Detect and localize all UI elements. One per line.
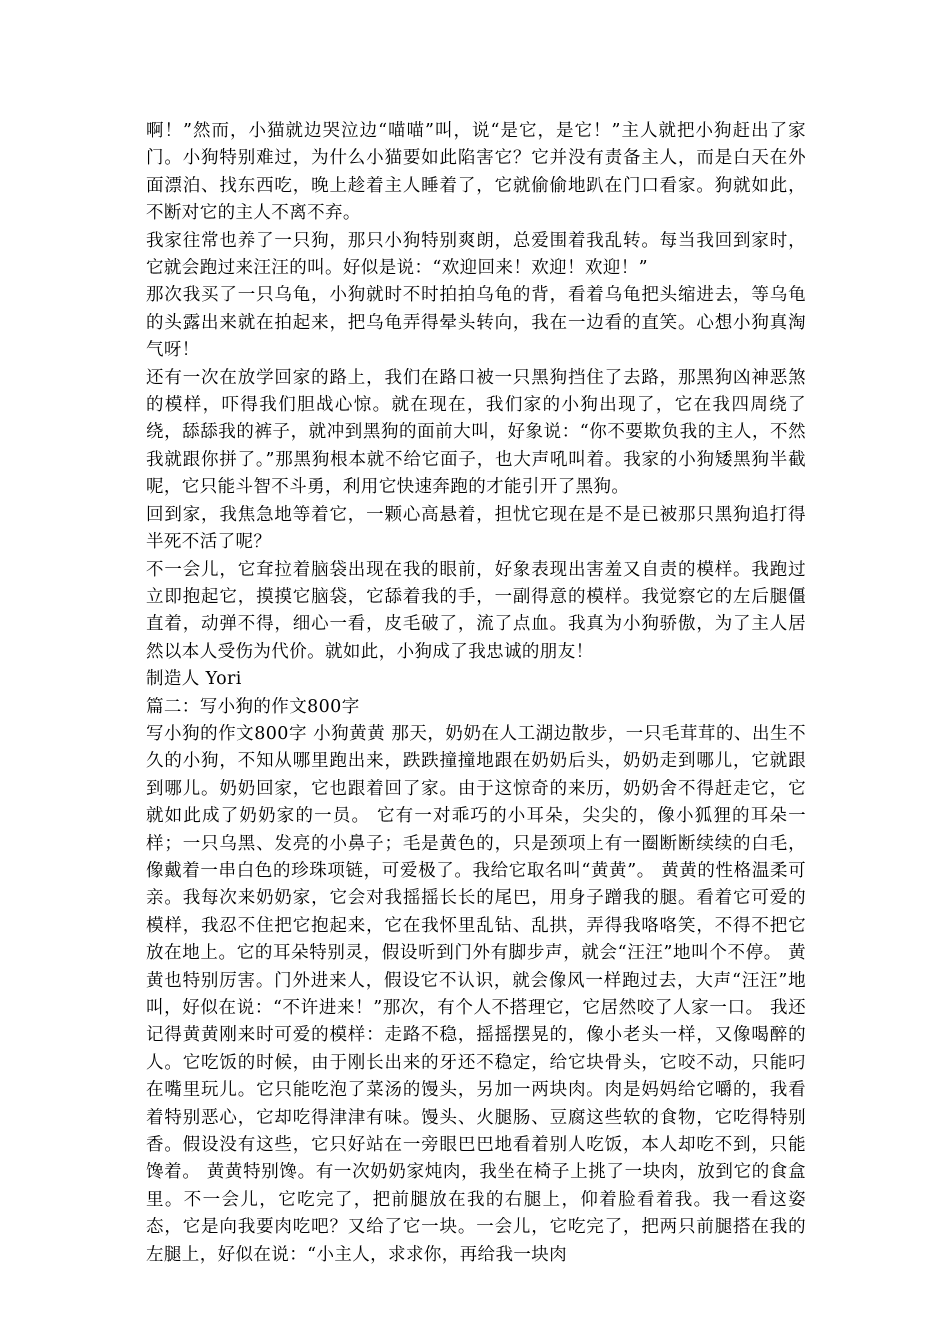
paragraph-my-dog: 我家往常也养了一只狗，那只小狗特别爽朗，总爱围着我乱转。每当我回到家时，它就会跑过来汪汪的叫。好似是说：“欢迎回来！欢迎！欢迎！” <box>146 230 806 279</box>
section-heading: 篇二：写小狗的作文800字 <box>146 696 360 717</box>
document-page <box>146 118 806 1269</box>
author-line: 制造人 Yori <box>146 669 242 690</box>
paragraph-turtle: 那次我买了一只乌龟，小狗就时不时拍拍乌龟的背，看着乌龟把头缩进去，等乌龟的头露出来就在拍起来，把乌龟弄得晕头转向，我在一边看的直笑。心想小狗真淘气呀！ <box>146 285 806 361</box>
paragraph-dog-returns: 不一会儿，它耷拉着脑袋出现在我的眼前，好象表现出害羞又自责的模样。我跑过立即抱起它，摸摸它脑袋，它舔着我的手，一副得意的模样。我觉察它的左后腿僵直着，动弹不得，细心一看，皮毛破了，流了点血。我真为小狗骄傲，为了主人居然以本人受伤为代价。就如此，小狗成了我忠诚的朋友！ <box>146 559 806 662</box>
paragraph-black-dog: 还有一次在放学回家的路上，我们在路口被一只黑狗挡住了去路，那黑狗凶神恶煞的模样，吓得我们胆战心惊。就在现在，我们家的小狗出现了，它在我四周绕了绕，舔舔我的裤子，就冲到黑狗的面前大叫，好象说：“你不要欺负我的主人，不然我就跟你拼了。”那黑狗根本就不给它面子，也大声吼叫着。我家的小狗矮黑狗半截呢，它只能斗智不斗勇，利用它快速奔跑的才能引开了黑狗。 <box>146 367 806 498</box>
paragraph-waiting-home: 回到家，我焦急地等着它，一颗心高悬着，担忧它现在是不是已被那只黑狗追打得半死不活了呢？ <box>146 504 806 553</box>
paragraph-huanghuang: 写小狗的作文800字 小狗黄黄 那天，奶奶在人工湖边散步，一只毛茸茸的、出生不久的小狗，不知从哪里跑出来，跌跌撞撞地跟在奶奶后头，奶奶走到哪儿，它就跟到哪儿。奶奶回家，它也跟着回了家。由于这惊奇的来历，奶奶舍不得赶走它，它就如此成了奶奶家的一员。 它有一对乖巧的小耳朵，尖尖的，像小狐狸的耳朵一样；一只乌黑、发亮的小鼻子；毛是黄色的，只是颈项上有一圈断断续续的白毛，像戴着一串白色的珍珠项链，可爱极了。我给它取名叫“黄黄”。 黄黄的性格温柔可亲。我每次来奶奶家，它会对我摇摇长长的尾巴，用身子蹭我的腿。看着它可爱的模样，我忍不住把它抱起来，它在我怀里乱钻、乱拱，弄得我咯咯笑，不得不把它放在地上。它的耳朵特别灵，假设听到门外有脚步声，就会“汪汪”地叫个不停。 黄黄也特别厉害。门外进来人，假设它不认识，就会像风一样跑过去，大声“汪汪”地叫，好似在说：“不许进来！”那次，有个人不搭理它，它居然咬了人家一口。 我还记得黄黄刚来时可爱的模样：走路不稳，摇摇摆晃的，像小老头一样，又像喝醉的人。它吃饭的时候，由于刚长出来的牙还不稳定，给它块骨头，它咬不动，只能叼在嘴里玩儿。它只能吃泡了菜汤的馒头，另加一两块肉。肉是妈妈给它嚼的，我看着特别恶心，它却吃得津津有味。馒头、火腿肠、豆腐这些软的食物，它吃得特别香。假设没有这些，它只好站在一旁眼巴巴地看着别人吃饭，本人却吃不到，只能馋着。 黄黄特别馋。有一次奶奶家炖肉，我坐在椅子上挑了一块肉，放到它的食盒里。不一会儿，它吃完了，把前腿放在我的右腿上，仰着脸看着我。我一看这姿态，它是向我要肉吃吧？又给了它一块。一会儿，它吃完了，把两只前腿搭在我的左腿上，好似在说：“小主人，求求你，再给我一块肉 <box>146 723 806 1265</box>
paragraph-cat-framing-dog: 啊！”然而，小猫就边哭泣边“喵喵”叫，说“是它，是它！”主人就把小狗赶出了家门。小狗特别难过，为什么小猫要如此陷害它？它并没有责备主人，而是白天在外面漂泊、找东西吃，晚上趁着主人睡着了，它就偷偷地趴在门口看家。狗就如此，不断对它的主人不离不弃。 <box>146 121 806 224</box>
